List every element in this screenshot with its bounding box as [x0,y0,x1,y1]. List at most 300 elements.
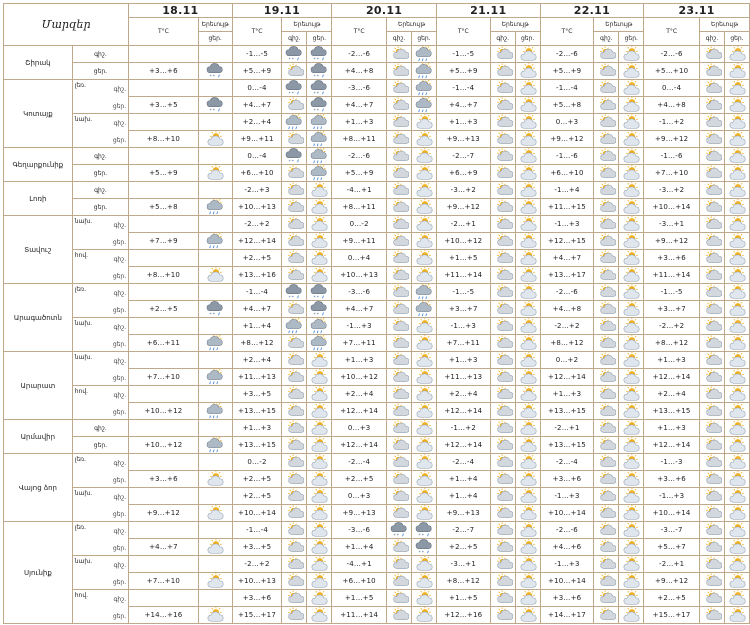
partly-cloudy-night-icon [284,63,304,79]
night-phenomenon-cell [282,539,307,556]
temperature-cell: +10…+14 [232,505,282,522]
partly-cloudy-night-icon [389,267,409,283]
partly-cloudy-icon [727,318,747,334]
day-column-header: ցեր. [515,32,540,46]
partly-cloudy-icon [621,148,641,164]
partly-cloudy-night-icon [493,301,513,317]
phenomenon-cell [198,250,232,267]
night-phenomenon-cell [282,573,307,590]
partly-cloudy-night-icon [493,607,513,623]
night-phenomenon-cell [387,573,412,590]
partly-cloudy-night-icon [493,284,513,300]
temperature-cell: +13…+15 [540,437,594,454]
temperature-cell: +1…+3 [540,386,594,403]
night-phenomenon-cell [594,573,619,590]
night-phenomenon-cell [387,233,412,250]
partly-cloudy-night-icon [702,352,722,368]
partly-cloudy-night-icon [596,182,616,198]
temperature-cell: +1…+4 [232,318,282,335]
phenomenon-cell [198,590,232,607]
forecast-row [4,284,750,301]
day-phenomenon-cell [307,505,332,522]
temp-column-header: T°C [129,18,199,46]
night-phenomenon-cell [282,148,307,165]
day-phenomenon-cell [724,607,749,624]
partly-cloudy-night-icon [389,284,409,300]
time-of-day-label: գիշ. [113,392,127,399]
day-phenomenon-cell [619,539,644,556]
svg-text:* *: * * [313,295,320,300]
temperature-cell: 0…+3 [332,488,387,505]
partly-cloudy-night-icon [389,114,409,130]
partly-cloudy-icon [518,46,538,62]
partly-cloudy-night-icon [284,471,304,487]
zone-name: լեռ. [74,82,86,89]
partly-cloudy-icon [727,369,747,385]
night-phenomenon-cell [700,301,725,318]
time-of-day-label: գիշ. [72,182,128,199]
day-phenomenon-cell [515,556,540,573]
temperature-cell: +10…+12 [436,233,490,250]
phenomenon-cell [198,284,232,301]
snow-cloud-icon [205,97,225,113]
svg-text:* *: * * [209,108,216,113]
day-phenomenon-cell [619,148,644,165]
night-phenomenon-cell [490,386,515,403]
night-phenomenon-cell [700,233,725,250]
partly-cloudy-night-icon [389,403,409,419]
partly-cloudy-night-icon [389,182,409,198]
snow-cloud-icon [309,97,329,113]
forecast-row [4,522,750,539]
partly-cloudy-icon [621,165,641,181]
partly-cloudy-icon [518,590,538,606]
phenomenon-cell [198,352,232,369]
region-name: Արմավիր [4,420,73,454]
day-phenomenon-cell [515,114,540,131]
partly-cloudy-night-icon [596,369,616,385]
night-phenomenon-cell [700,607,725,624]
phenomenon-cell [198,437,232,454]
partly-cloudy-night-icon [389,46,409,62]
partly-cloudy-icon [414,369,434,385]
night-phenomenon-cell [387,403,412,420]
temperature-cell: +5…+9 [540,63,594,80]
partly-cloudy-icon [621,114,641,130]
night-phenomenon-cell [490,199,515,216]
zone-name: լեռ. [74,456,86,463]
night-phenomenon-cell [282,454,307,471]
zone-name: նախ. [74,490,93,497]
temperature-cell: +15…+17 [232,607,282,624]
night-phenomenon-cell [490,556,515,573]
temperature-cell: -1…+4 [540,182,594,199]
temperature-cell [129,352,199,369]
partly-cloudy-night-icon [389,454,409,470]
partly-cloudy-night-icon [389,301,409,317]
partly-cloudy-icon [309,437,329,453]
partly-cloudy-icon [727,216,747,232]
day-phenomenon-cell [724,488,749,505]
temperature-cell [129,80,199,97]
night-phenomenon-cell [490,488,515,505]
partly-cloudy-icon [621,80,641,96]
temperature-cell: -1…+2 [436,420,490,437]
day-phenomenon-cell [619,437,644,454]
night-phenomenon-cell [594,369,619,386]
night-phenomenon-cell [594,471,619,488]
night-phenomenon-cell [490,267,515,284]
region-name: Տավուշ [4,216,73,284]
temperature-cell: -2…+2 [232,216,282,233]
partly-cloudy-icon [414,386,434,402]
day-phenomenon-cell [619,352,644,369]
partly-cloudy-icon [727,386,747,402]
temperature-cell: +8…+11 [332,131,387,148]
rain-cloud-icon [414,80,434,96]
day-phenomenon-cell [619,97,644,114]
night-phenomenon-cell [594,437,619,454]
night-phenomenon-cell [700,199,725,216]
partly-cloudy-icon [518,607,538,623]
partly-cloudy-night-icon [389,335,409,351]
partly-cloudy-icon [727,403,747,419]
day-phenomenon-cell [515,454,540,471]
night-phenomenon-cell [490,114,515,131]
day-phenomenon-cell [412,454,437,471]
temperature-cell: +3…+7 [644,301,700,318]
partly-cloudy-icon [309,420,329,436]
zone-label [72,284,128,318]
night-phenomenon-cell [700,420,725,437]
partly-cloudy-icon [727,573,747,589]
day-phenomenon-cell [724,335,749,352]
temperature-cell: +13…+16 [232,267,282,284]
rain-cloud-icon [284,114,304,130]
night-phenomenon-cell [490,403,515,420]
zone-label [72,386,128,420]
day-phenomenon-cell [515,437,540,454]
night-phenomenon-cell [282,165,307,182]
temperature-cell: -4…+1 [332,556,387,573]
day-phenomenon-cell [307,369,332,386]
temperature-cell: +9…+13 [436,131,490,148]
day-phenomenon-cell [515,573,540,590]
night-phenomenon-cell [387,437,412,454]
partly-cloudy-icon [309,573,329,589]
partly-cloudy-icon [621,522,641,538]
zone-label [72,556,128,590]
phenomenon-cell [198,80,232,97]
temperature-cell: +13…+15 [232,403,282,420]
partly-cloudy-night-icon [284,454,304,470]
temperature-cell: +10…+14 [540,505,594,522]
temperature-cell: +11…+13 [232,369,282,386]
temperature-cell: -2…-4 [332,454,387,471]
temperature-cell: -1…-4 [540,80,594,97]
night-phenomenon-cell [282,182,307,199]
partly-cloudy-night-icon [493,267,513,283]
night-phenomenon-cell [594,488,619,505]
day-phenomenon-cell [619,80,644,97]
day-phenomenon-cell [515,539,540,556]
phenomenon-cell [198,403,232,420]
partly-cloudy-night-icon [493,556,513,572]
partly-cloudy-night-icon [596,284,616,300]
temperature-cell: -3…+2 [436,182,490,199]
temperature-cell: +1…+3 [644,352,700,369]
partly-cloudy-night-icon [493,454,513,470]
forecast-row [4,488,750,505]
temperature-cell: +2…+4 [436,386,490,403]
partly-cloudy-night-icon [596,250,616,266]
temperature-cell: +14…+17 [540,607,594,624]
partly-cloudy-icon [518,131,538,147]
partly-cloudy-night-icon [493,114,513,130]
partly-cloudy-icon [518,114,538,130]
partly-cloudy-icon [621,216,641,232]
time-of-day-label: ցեր. [72,165,128,182]
partly-cloudy-icon [518,352,538,368]
partly-cloudy-night-icon [702,335,722,351]
phenomenon-cell [198,148,232,165]
date-header: 19.11 [232,4,332,18]
night-phenomenon-cell [490,301,515,318]
night-phenomenon-cell [387,607,412,624]
day-phenomenon-cell [619,369,644,386]
day-phenomenon-cell [412,607,437,624]
partly-cloudy-night-icon [389,590,409,606]
partly-cloudy-icon [621,63,641,79]
night-phenomenon-cell [594,505,619,522]
partly-cloudy-icon [518,403,538,419]
partly-cloudy-night-icon [702,386,722,402]
day-phenomenon-cell [619,114,644,131]
day-phenomenon-cell [412,369,437,386]
snow-cloud-icon [389,522,409,538]
night-column-header: գիշ. [490,32,515,46]
partly-cloudy-night-icon [596,335,616,351]
time-of-day-label: ցեր. [112,579,127,586]
temperature-cell: +4…+7 [332,97,387,114]
temperature-cell: +10…+14 [644,199,700,216]
phenomenon-column-header: Երեւույթ [282,18,332,32]
partly-cloudy-icon [205,607,225,623]
temp-column-header: T°C [232,18,282,46]
night-phenomenon-cell [282,335,307,352]
partly-cloudy-icon [518,454,538,470]
night-phenomenon-cell [700,539,725,556]
day-phenomenon-cell [515,267,540,284]
partly-cloudy-icon [205,539,225,555]
night-phenomenon-cell [700,590,725,607]
snow-cloud-icon [309,80,329,96]
svg-text:* *: * * [209,74,216,79]
temperature-cell [129,556,199,573]
time-of-day-label: գիշ. [113,358,127,365]
temperature-cell: -2…-4 [540,454,594,471]
day-phenomenon-cell [412,182,437,199]
partly-cloudy-icon [621,182,641,198]
partly-cloudy-icon [727,437,747,453]
partly-cloudy-icon [621,556,641,572]
partly-cloudy-night-icon [389,471,409,487]
partly-cloudy-night-icon [389,250,409,266]
night-phenomenon-cell [490,369,515,386]
night-phenomenon-cell [594,522,619,539]
night-phenomenon-cell [282,267,307,284]
temperature-cell: -2…-6 [540,522,594,539]
partly-cloudy-icon [414,352,434,368]
phenomenon-cell [198,182,232,199]
partly-cloudy-icon [727,590,747,606]
night-phenomenon-cell [700,471,725,488]
day-phenomenon-cell [515,63,540,80]
zone-name: հով. [74,252,89,259]
partly-cloudy-night-icon [389,165,409,181]
day-phenomenon-cell [307,335,332,352]
day-phenomenon-cell [307,556,332,573]
partly-cloudy-icon [205,505,225,521]
partly-cloudy-night-icon [596,590,616,606]
phenomenon-cell [198,488,232,505]
day-phenomenon-cell [412,522,437,539]
temperature-cell: +7…+10 [129,573,199,590]
partly-cloudy-night-icon [389,97,409,113]
night-phenomenon-cell [700,335,725,352]
temperature-cell: +1…+5 [436,590,490,607]
region-name: Լոռի [4,182,73,216]
day-phenomenon-cell [515,182,540,199]
night-phenomenon-cell [282,114,307,131]
phenomenon-cell [198,46,232,63]
day-phenomenon-cell [515,386,540,403]
time-of-day-label: գիշ. [113,222,127,229]
temperature-cell: -2…+1 [540,420,594,437]
partly-cloudy-icon [518,386,538,402]
temperature-cell: -2…-6 [540,284,594,301]
night-phenomenon-cell [594,216,619,233]
night-phenomenon-cell [700,573,725,590]
day-phenomenon-cell [307,437,332,454]
day-phenomenon-cell [619,267,644,284]
temperature-cell: +4…+7 [232,301,282,318]
day-phenomenon-cell [724,301,749,318]
temperature-cell: +7…+10 [129,369,199,386]
snow-cloud-icon [414,522,434,538]
partly-cloudy-icon [727,267,747,283]
day-phenomenon-cell [307,46,332,63]
partly-cloudy-icon [518,63,538,79]
partly-cloudy-icon [414,267,434,283]
temperature-cell: -2…+1 [644,556,700,573]
temperature-cell: +11…+14 [332,607,387,624]
partly-cloudy-night-icon [389,539,409,555]
svg-text:* *: * * [289,57,295,62]
zone-label [72,454,128,488]
partly-cloudy-icon [205,267,225,283]
region-name: Գեղարքունիք [4,148,73,182]
zone-name: նախ. [74,320,93,327]
partly-cloudy-icon [414,148,434,164]
night-phenomenon-cell [594,148,619,165]
day-phenomenon-cell [619,386,644,403]
partly-cloudy-icon [518,522,538,538]
forecast-row [4,63,750,80]
partly-cloudy-night-icon [702,199,722,215]
partly-cloudy-icon [727,556,747,572]
night-phenomenon-cell [490,165,515,182]
temperature-cell: +1…+3 [232,420,282,437]
temp-column-header: T°C [644,18,700,46]
partly-cloudy-night-icon [493,590,513,606]
day-phenomenon-cell [724,522,749,539]
night-phenomenon-cell [282,80,307,97]
temperature-cell: +10…+12 [129,437,199,454]
temperature-cell: +8…+12 [644,335,700,352]
partly-cloudy-night-icon [493,386,513,402]
partly-cloudy-icon [414,437,434,453]
partly-cloudy-icon [414,233,434,249]
time-of-day-label: ցեր. [112,103,127,110]
day-phenomenon-cell [412,437,437,454]
partly-cloudy-icon [414,114,434,130]
forecast-row [4,148,750,165]
region-name: Արագածոտն [4,284,73,352]
date-header: 21.11 [436,4,540,18]
time-of-day-label: ցեր. [112,477,127,484]
zone-name: նախ. [74,116,93,123]
day-phenomenon-cell [515,199,540,216]
night-phenomenon-cell [490,522,515,539]
partly-cloudy-icon [621,233,641,249]
night-phenomenon-cell [594,63,619,80]
zone-name: լեռ. [74,286,86,293]
night-phenomenon-cell [594,80,619,97]
temperature-cell [129,454,199,471]
temperature-cell: -2…-6 [644,46,700,63]
temperature-cell: 0…-4 [232,148,282,165]
partly-cloudy-icon [621,369,641,385]
time-of-day-label: ցեր. [112,341,127,348]
night-phenomenon-cell [282,386,307,403]
night-phenomenon-cell [282,522,307,539]
phenomenon-cell [198,267,232,284]
partly-cloudy-night-icon [389,148,409,164]
partly-cloudy-icon [205,471,225,487]
day-column-header: ցեր. [619,32,644,46]
temperature-cell: +12…+14 [332,437,387,454]
partly-cloudy-night-icon [702,420,722,436]
partly-cloudy-night-icon [284,182,304,198]
day-phenomenon-cell [412,216,437,233]
time-of-day-label: ցեր. [112,239,127,246]
temp-column-header: T°C [436,18,490,46]
night-phenomenon-cell [700,250,725,267]
region-name: Կոտայք [4,80,73,148]
day-phenomenon-cell [619,573,644,590]
temperature-cell: +9…+11 [332,233,387,250]
forecast-row [4,216,750,233]
partly-cloudy-night-icon [702,522,722,538]
day-phenomenon-cell [515,369,540,386]
partly-cloudy-night-icon [493,522,513,538]
day-phenomenon-cell [307,165,332,182]
night-phenomenon-cell [282,250,307,267]
partly-cloudy-icon [309,182,329,198]
partly-cloudy-icon [621,352,641,368]
partly-cloudy-icon [727,471,747,487]
